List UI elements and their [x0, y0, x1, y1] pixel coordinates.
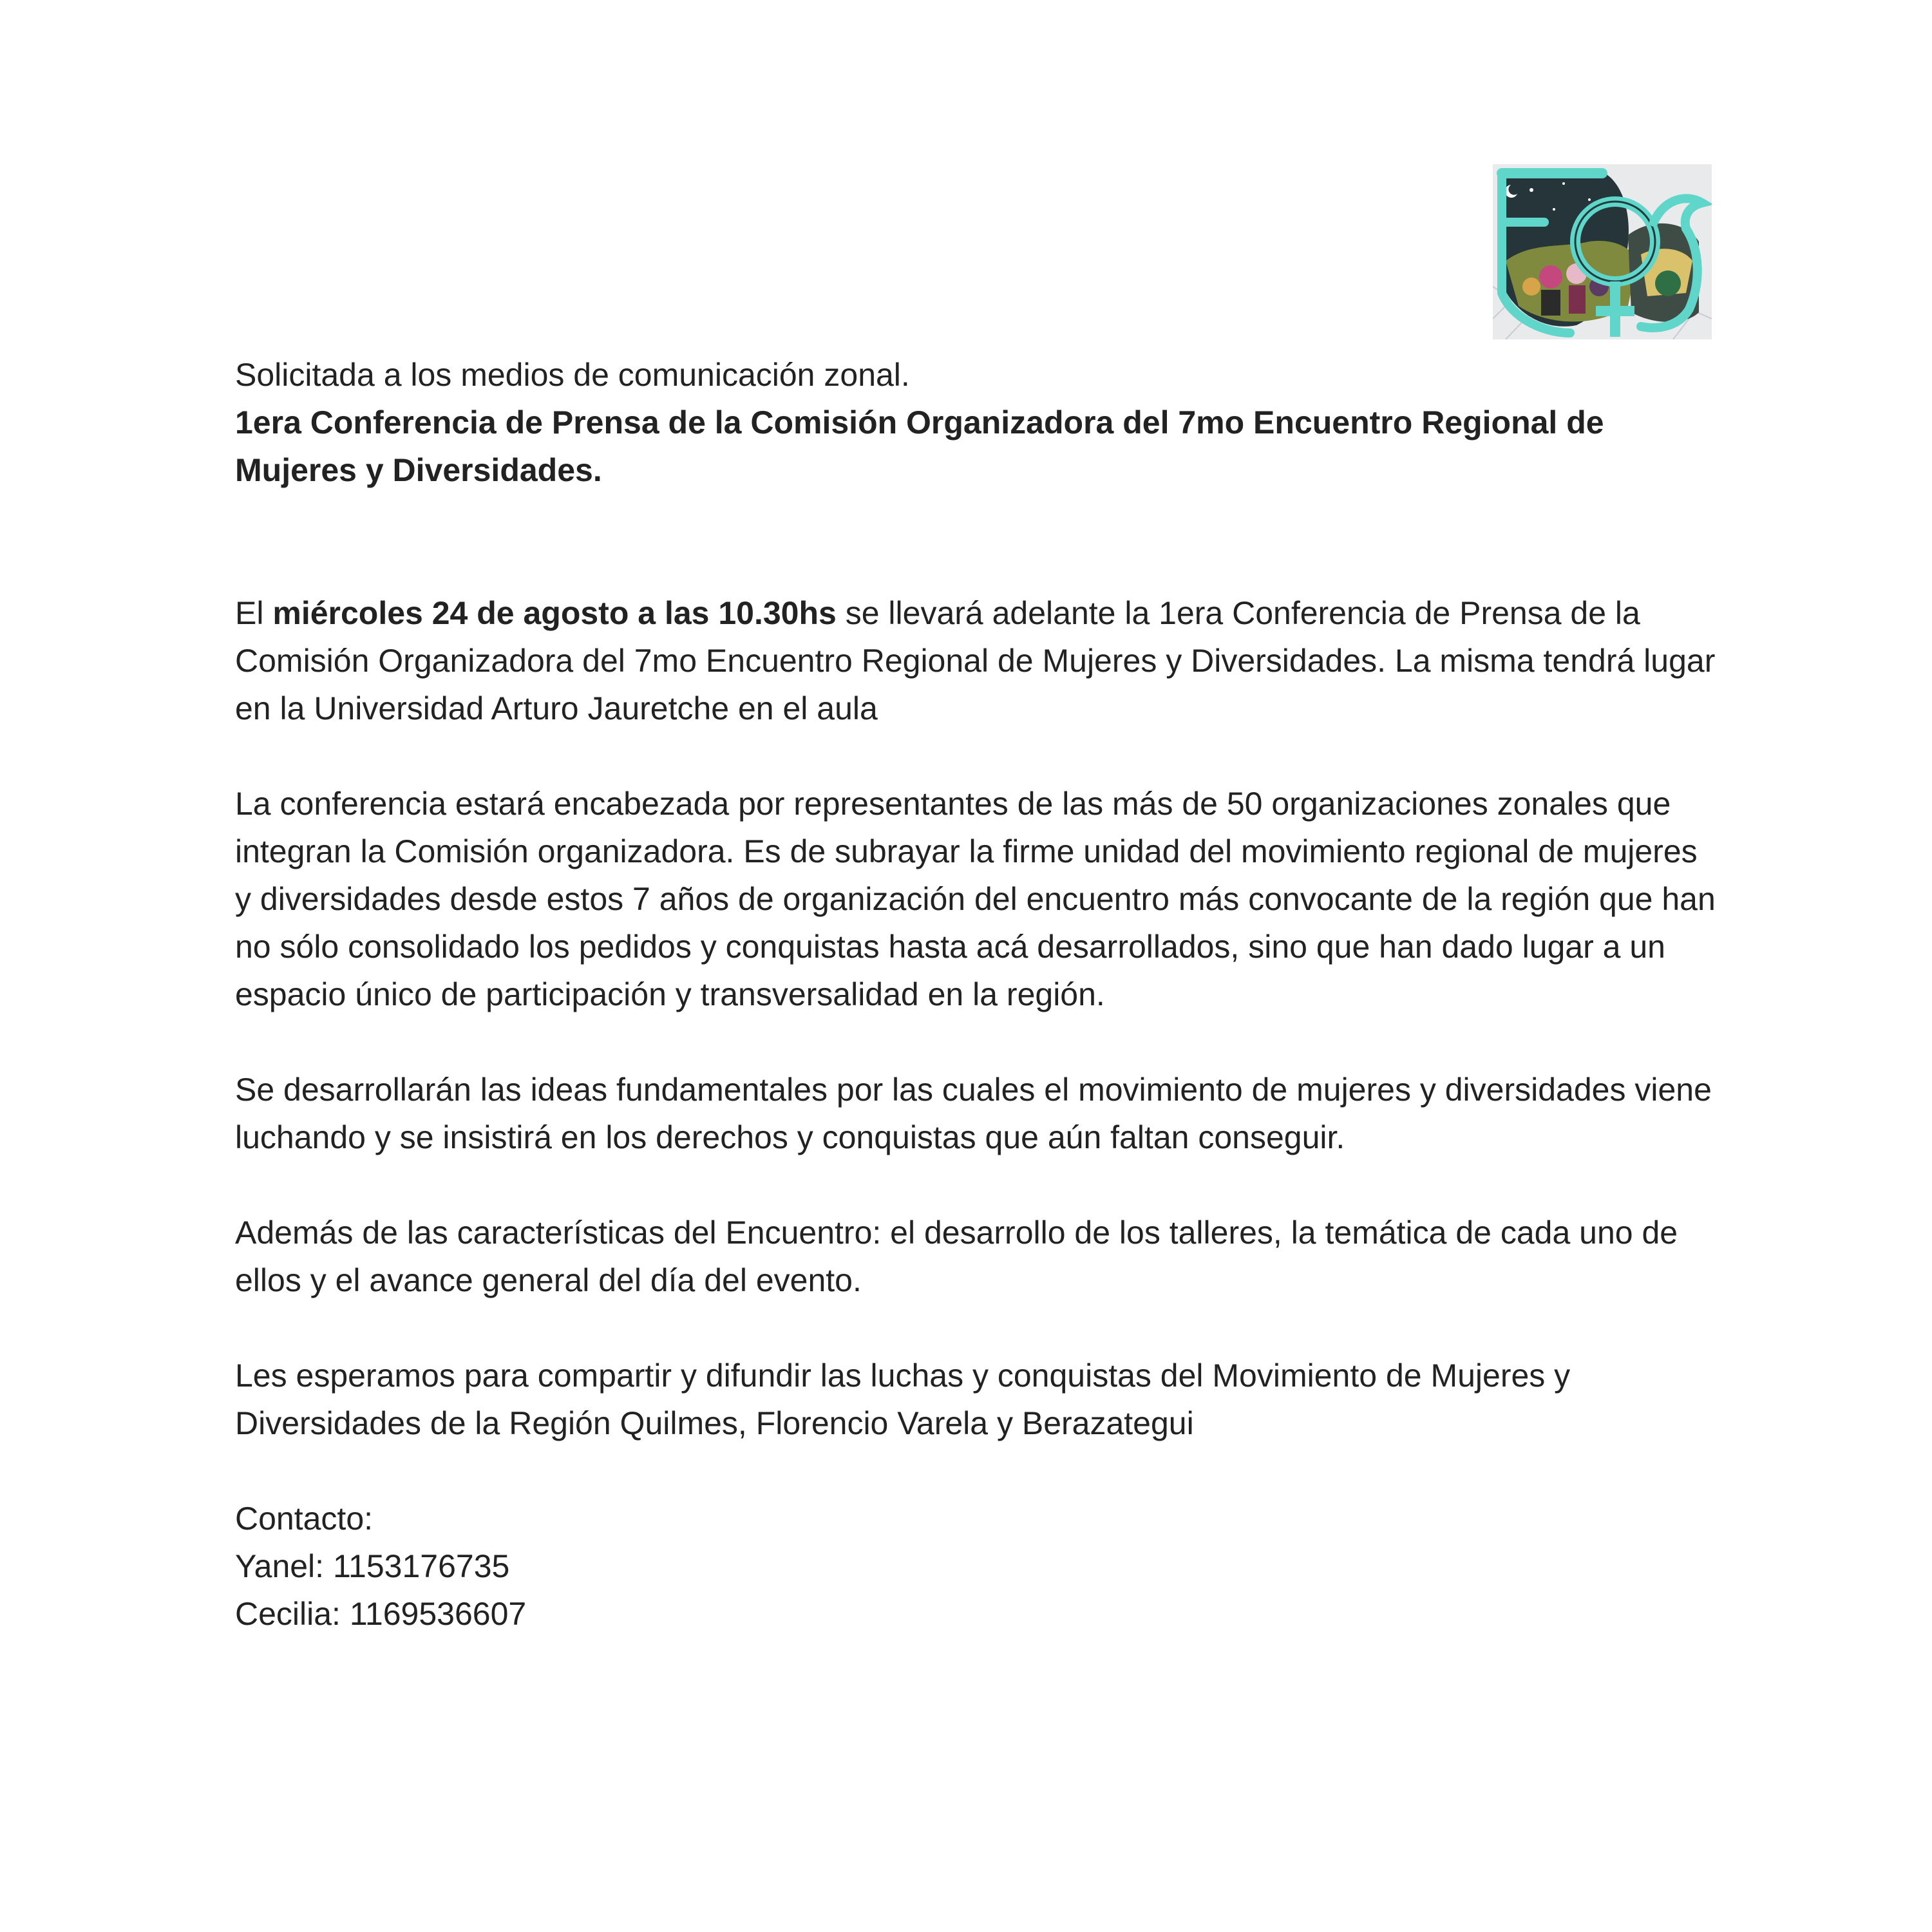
paragraph-invitation: Les esperamos para compartir y difundir las luchas y conquistas del Movimiento de Mujeres y Diversidades de la Región Quilmes, Florencio Varela y Berazategui: [235, 1358, 1571, 1441]
paragraph-characteristics: Además de las características del Encuentro: el desarrollo de los talleres, la temática de cada uno de ellos y el avance general del día del evento.: [235, 1215, 1678, 1298]
paragraph-event-details: [235, 589, 1716, 732]
contact-heading: Contacto:: [235, 1501, 374, 1537]
paragraph-event-prefix: El: [235, 595, 273, 631]
event-date-time: miércoles 24 de agosto a las 10.30hs: [272, 595, 837, 631]
paragraph-event-suffix: se llevará adelante la 1era Conferencia de Prensa de la Comisión Organizadora del 7mo Encuentro Regional de Mujeres y Diversidades. La misma tendrá lugar en la Universidad Arturo Jauretche en el aula: [235, 595, 1716, 726]
paragraph-ideas: Se desarrollarán las ideas fundamentales por las cuales el movimiento de mujeres y diversidades viene luchando y se insistirá en los derechos y conquistas que aún faltan conseguir.: [235, 1072, 1712, 1155]
header-block: [235, 351, 1716, 494]
venus-symbol-logo-icon: [1493, 164, 1712, 339]
document-body: [235, 351, 1716, 1638]
document-title: 1era Conferencia de Prensa de la Comisión Organizadora del 7mo Encuentro Regional de Mujeres y Diversidades.: [235, 404, 1604, 488]
contact-line: Cecilia: 1169536607: [235, 1596, 527, 1632]
intro-line: Solicitada a los medios de comunicación zonal.: [235, 357, 910, 393]
contact-block: [235, 1495, 1716, 1638]
paragraph-organizations: La conferencia estará encabezada por representantes de las más de 50 organizaciones zonales que integran la Comisión organizadora. Es de subrayar la firme unidad del movimiento regional de mujeres y diversidades desde estos 7 años de organización del encuentro más convocante de la región que han no sólo consolidado los pedidos y conquistas hasta acá desarrollados, sino que han dado lugar a un espacio único de participación y transversalidad en la región.: [235, 786, 1716, 1012]
contact-line: Yanel: 1153176735: [235, 1548, 510, 1584]
